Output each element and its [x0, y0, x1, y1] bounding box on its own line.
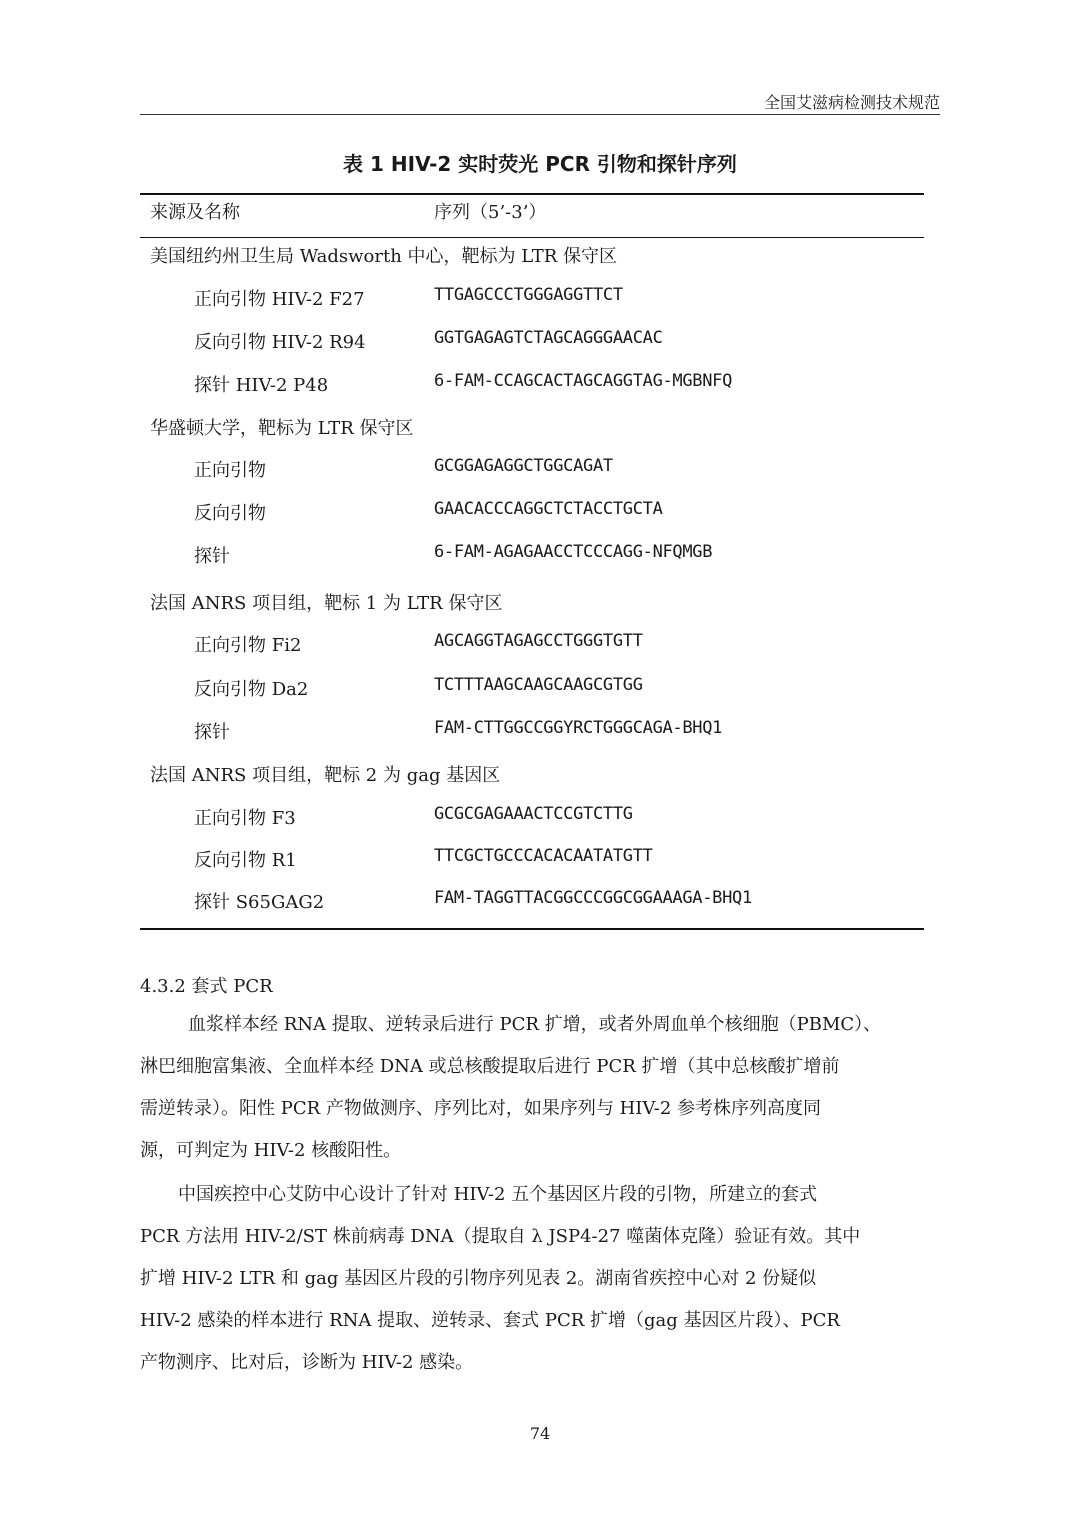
- probe-name: 探针 HIV-2 P48: [194, 375, 329, 396]
- probe-sequence: FAM-TAGGTTACGGCCCGGCGGAAAGA-BHQ1: [434, 888, 752, 908]
- column-header-sequence: 序列（5’-3’）: [434, 202, 547, 223]
- primer-name: 正向引物 Fi2: [194, 635, 302, 656]
- primer-name: 反向引物 R1: [194, 850, 297, 871]
- probe-sequence: 6-FAM-CCAGCACTAGCAGGTAG-MGBNFQ: [434, 371, 733, 391]
- primer-sequence: GAACACCCAGGCTCTACCTGCTA: [434, 499, 663, 519]
- primer-sequence: GCGCGAGAAACTCCGTCTTG: [434, 804, 633, 824]
- probe-sequence: 6-FAM-AGAGAACCTCCCAGG-NFQMGB: [434, 542, 713, 562]
- primer-name: 反向引物 HIV-2 R94: [194, 332, 366, 353]
- primer-sequence: TTCGCTGCCCACACAATATGTT: [434, 846, 653, 866]
- group-label: 华盛顿大学，靶标为 LTR 保守区: [150, 418, 414, 439]
- paragraph-line: 淋巴细胞富集液、全血样本经 DNA 或总核酸提取后进行 PCR 扩增（其中总核酸扩增前: [140, 1056, 840, 1077]
- primer-sequence: TTGAGCCCTGGGAGGTTCT: [434, 285, 623, 305]
- primer-sequence: GGTGAGAGTCTAGCAGGGAACAC: [434, 328, 663, 348]
- column-header-source: 来源及名称: [150, 202, 240, 223]
- primer-name: 正向引物 HIV-2 F27: [194, 289, 365, 310]
- paragraph-line: 血浆样本经 RNA 提取、逆转录后进行 PCR 扩增，或者外周血单个核细胞（PBMC）、: [188, 1014, 882, 1035]
- paragraph-line: 源，可判定为 HIV-2 核酸阳性。: [140, 1140, 402, 1161]
- group-label: 法国 ANRS 项目组，靶标 2 为 gag 基因区: [150, 765, 501, 786]
- running-header: 全国艾滋病检测技术规范: [763, 93, 940, 112]
- group-label: 法国 ANRS 项目组，靶标 1 为 LTR 保守区: [150, 593, 503, 614]
- table-title: 表 1 HIV-2 实时荧光 PCR 引物和探针序列: [343, 152, 737, 176]
- paragraph-line: 产物测序、比对后，诊断为 HIV-2 感染。: [140, 1352, 474, 1373]
- paragraph-line: 需逆转录）。阳性 PCR 产物做测序、序列比对，如果序列与 HIV-2 参考株序列高度同: [140, 1098, 822, 1119]
- page-number: 74: [529, 1424, 551, 1443]
- probe-name: 探针: [194, 722, 230, 743]
- primer-sequence: AGCAGGTAGAGCCTGGGTGTT: [434, 631, 643, 651]
- probe-name: 探针: [194, 546, 230, 567]
- paragraph-line: 扩增 HIV-2 LTR 和 gag 基因区片段的引物序列见表 2。湖南省疾控中心对 2 份疑似: [140, 1268, 817, 1289]
- probe-name: 探针 S65GAG2: [194, 892, 325, 913]
- primer-name: 反向引物: [194, 503, 266, 524]
- table-bottom-rule: [140, 928, 924, 930]
- table-header-rule: [140, 237, 924, 238]
- paragraph-1: [140, 1004, 940, 1172]
- probe-sequence: FAM-CTTGGCCGGYRCTGGGCAGA-BHQ1: [434, 718, 723, 738]
- primer-name: 正向引物: [194, 460, 266, 481]
- paragraph-line: PCR 方法用 HIV-2/ST 株前病毒 DNA（提取自 λ JSP4-27 噬菌体克隆）验证有效。其中: [140, 1226, 861, 1247]
- group-label: 美国纽约州卫生局 Wadsworth 中心，靶标为 LTR 保守区: [150, 246, 618, 267]
- primer-name: 反向引物 Da2: [194, 679, 309, 700]
- header-divider: [140, 114, 940, 115]
- primer-name: 正向引物 F3: [194, 808, 296, 829]
- paragraph-2: [140, 1174, 940, 1384]
- primer-sequence: GCGGAGAGGCTGGCAGAT: [434, 456, 613, 476]
- paragraph-line: 中国疾控中心艾防中心设计了针对 HIV-2 五个基因区片段的引物，所建立的套式: [178, 1184, 818, 1205]
- primer-sequence: TCTTTAAGCAAGCAAGCGTGG: [434, 675, 643, 695]
- table-top-rule: [140, 193, 924, 195]
- paragraph-line: HIV-2 感染的样本进行 RNA 提取、逆转录、套式 PCR 扩增（gag 基因区片段）、PCR: [140, 1310, 840, 1331]
- section-heading: 4.3.2 套式 PCR: [140, 976, 273, 997]
